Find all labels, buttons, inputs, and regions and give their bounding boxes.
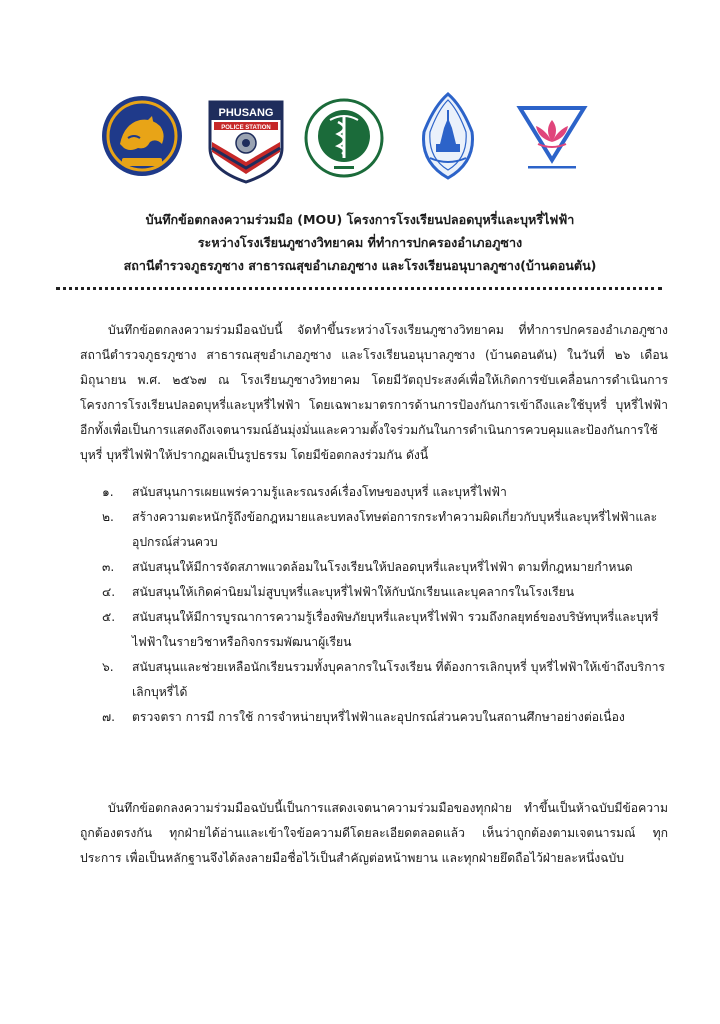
list-item-text: ตรวจตรา การมี การใช้ การจำหน่ายบุหรี่ไฟฟ้าและอุปกรณ์ส่วนควบในสถานศึกษาอย่างต่อเนื่อง [132,710,625,724]
list-item [80,505,668,555]
list-item-text: สนับสนุนให้มีการจัดสภาพแวดล้อมในโรงเรียนให้ปลอดบุหรี่และบุหรี่ไฟฟ้า ตามที่กฎหมายกำหนด [132,560,633,574]
public-health-logo [304,98,384,178]
list-item [80,605,668,655]
logo-row [0,92,720,182]
closing-text: บันทึกข้อตกลงความร่วมมือฉบับนี้เป็นการแสดงเจตนาความร่วมมือของทุกฝ่าย ทำขึ้นเป็นห้าฉบับมีข้อความถูกต้องตรงกัน ทุกฝ่ายได้อ่านและเข้าใจข้อความดีโดยละเอียดตลอดแล้ว เห็นว่าถูกต้องตามเจตนารมณ์ ทุกประการ เพื่อเป็นหลักฐานจึงได้ลงลายมือชื่อไว้เป็นสำคัญต่อหน้าพยาน และทุกฝ่ายยึดถือไว้ฝ่ายละหนึ่งฉบับ [80,801,668,865]
list-item-number: ๑. [102,485,114,499]
closing-paragraph [80,796,668,871]
list-item-text: สนับสนุนการเผยแพร่ความรู้และรณรงค์เรื่องโทษของบุหรี่ และบุหรี่ไฟฟ้า [132,485,507,499]
dotted-divider [56,287,662,290]
list-item-number: ๕. [102,610,116,624]
list-item-number: ๒. [102,510,114,524]
list-item-text: สร้างความตะหนักรู้ถึงข้อกฎหมายและบทลงโทษต่อการกระทำความผิดเกี่ยวกับบุหรี่และบุหรี่ไฟฟ้าและอุปกรณ์ส่วนควบ [132,510,658,549]
district-office-logo [100,94,184,178]
police-station-logo [206,98,286,184]
intro-paragraph [80,318,668,468]
list-item-number: ๔. [102,585,116,599]
kindergarten-logo [514,98,590,178]
list-item-number: ๓. [102,560,115,574]
list-item-text: สนับสนุนให้มีการบูรณาการความรู้เรื่องพิษภัยบุหรี่และบุหรี่ไฟฟ้า รวมถึงกลยุทธ์ของบริษัทบุหรี่และบุหรี่ไฟฟ้าในรายวิชาหรือกิจกรรมพัฒนาผู้เรียน [132,610,659,649]
list-item-number: ๗. [102,710,116,724]
police-logo-top-text: PHUSANG [218,107,274,119]
list-item-text: สนับสนุนให้เกิดค่านิยมไม่สูบบุหรี่และบุหรี่ไฟฟ้าให้กับนักเรียนและบุคลากรในโรงเรียน [132,585,575,599]
list-item [80,555,668,580]
intro-text: บันทึกข้อตกลงความร่วมมือฉบับนี้ จัดทำขึ้นระหว่างโรงเรียนภูซางวิทยาคม ที่ทำการปกครองอำเภอภูซาง สถานีตำรวจภูธรภูซาง สาธารณสุขอำเภอภูซาง และโรงเรียนอนุบาลภูซาง (บ้านดอนตัน) ในวันที่ ๒๖ เดือน มิถุนายน พ.ศ. ๒๕๖๗ ณ โรงเรียนภูซางวิทยาคม โดยมีวัตถุประสงค์เพื่อให้เกิดการขับเคลื่อนการดำเนินการโครงการโรงเรียนปลอดบุหรี่และบุหรี่ไฟฟ้า โดยเฉพาะมาตรการด้านการป้องกันการเข้าถึงและใช้บุหรี่ บุหรี่ไฟฟ้า อีกทั้งเพื่อเป็นการแสดงถึงเจตนารมณ์อันมุ่งมั่นและความตั้งใจร่วมกันในการดำเนินการควบคุมและป้องกันการใช้บุหรี่ บุหรี่ไฟฟ้าให้ปรากฏผลเป็นรูปธรรม โดยมีข้อตกลงร่วมกัน ดังนี้ [80,323,668,462]
list-item-number: ๖. [102,660,114,674]
police-logo-band-text: POLICE STATION [221,125,271,131]
school-emblem-logo [418,92,478,180]
list-item [80,655,668,705]
document-title [60,208,660,277]
title-line-2: ระหว่างโรงเรียนภูซางวิทยาคม ที่ทำการปกครองอำเภอภูซาง [197,235,523,250]
title-line-3: สถานีตำรวจภูธรภูซาง สาธารณสุขอำเภอภูซาง และโรงเรียนอนุบาลภูซาง(บ้านดอนตัน) [123,258,597,273]
list-item-text: สนับสนุนและช่วยเหลือนักเรียนรวมทั้งบุคลากรในโรงเรียน ที่ต้องการเลิกบุหรี่ บุหรี่ไฟฟ้าให้เข้าถึงบริการเลิกบุหรี่ได้ [132,660,665,699]
list-item [80,580,668,605]
list-item [80,705,668,730]
agreement-list [80,480,668,730]
title-line-1: บันทึกข้อตกลงความร่วมมือ (MOU) โครงการโรงเรียนปลอดบุหรี่และบุหรี่ไฟฟ้า [145,212,575,227]
list-item [80,480,668,505]
